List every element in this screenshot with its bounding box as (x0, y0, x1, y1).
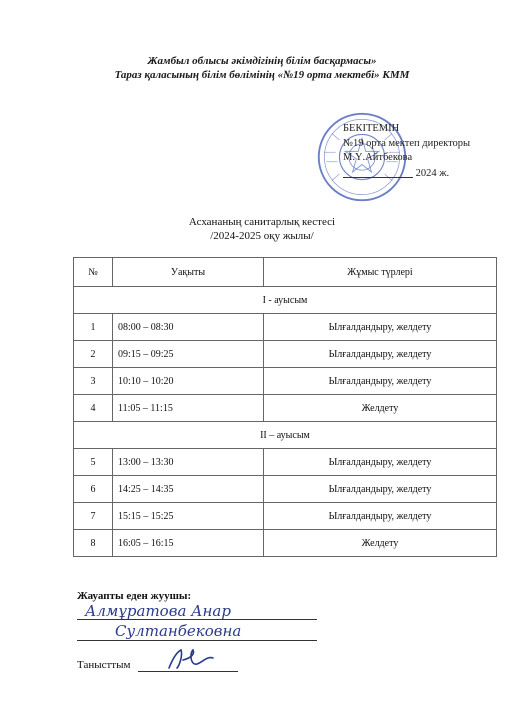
responsible-line-2 (77, 640, 317, 641)
header-line-1: Жамбыл облысы әкімдігінің білім басқармасы» (147, 55, 377, 67)
row-number: 6 (74, 476, 113, 503)
row-time: 08:00 – 08:30 (113, 314, 264, 341)
svg-text:Султанбековна: Султанбековна (115, 622, 242, 640)
responsible-label: Жауапты еден жуушы: (77, 590, 192, 602)
shift-row (74, 287, 497, 314)
approval-director-name: М.Ү.Айтбекова (343, 152, 413, 163)
header-line-2: Тараз қаласының білім бөлімінің «№19 орта мектебі» КММ (114, 69, 410, 81)
row-work: Ылғалдандыру, желдету (264, 368, 497, 395)
table-row (74, 341, 497, 368)
row-number: 2 (74, 341, 113, 368)
responsible-handwritten-name (77, 598, 327, 646)
sanitary-schedule-table (73, 257, 497, 557)
table-row (74, 503, 497, 530)
row-time: 09:15 – 09:25 (113, 341, 264, 368)
responsible-line-1 (77, 619, 317, 620)
table-row (74, 530, 497, 557)
svg-text:Алмұратова Анар: Алмұратова Анар (85, 602, 231, 620)
column-header-number: № (74, 258, 113, 287)
row-number: 7 (74, 503, 113, 530)
row-time: 11:05 – 11:15 (113, 395, 264, 422)
row-work: Ылғалдандыру, желдету (264, 503, 497, 530)
row-time: 15:15 – 15:25 (113, 503, 264, 530)
table-row (74, 449, 497, 476)
column-header-work: Жұмыс түрлері (264, 258, 497, 287)
row-work: Желдету (264, 530, 497, 557)
row-number: 1 (74, 314, 113, 341)
acknowledged-signature (163, 646, 223, 672)
table-row (74, 314, 497, 341)
shift-1-label: I - ауысым (74, 287, 497, 314)
row-number: 3 (74, 368, 113, 395)
row-number: 4 (74, 395, 113, 422)
row-work: Ылғалдандыру, желдету (264, 314, 497, 341)
row-time: 13:00 – 13:30 (113, 449, 264, 476)
table-row (74, 368, 497, 395)
approval-heading: БЕКІТЕМІН (343, 123, 400, 134)
table-header-row (74, 258, 497, 287)
row-work: Желдету (264, 395, 497, 422)
document-subtitle: /2024-2025 оқу жылы/ (210, 230, 314, 242)
row-number: 5 (74, 449, 113, 476)
shift-2-label: II – ауысым (74, 422, 497, 449)
row-work: Ылғалдандыру, желдету (264, 449, 497, 476)
row-work: Ылғалдандыру, желдету (264, 476, 497, 503)
row-work: Ылғалдандыру, желдету (264, 341, 497, 368)
table-row (74, 395, 497, 422)
row-time: 10:10 – 10:20 (113, 368, 264, 395)
table-row (74, 476, 497, 503)
row-time: 14:25 – 14:35 (113, 476, 264, 503)
approval-date: 2024 ж. (343, 168, 449, 179)
column-header-time: Уақыты (113, 258, 264, 287)
approval-position: №19 орта мектеп директоры (343, 138, 471, 149)
row-number: 8 (74, 530, 113, 557)
row-time: 16:05 – 16:15 (113, 530, 264, 557)
acknowledged-label: Танысттым (77, 659, 131, 671)
shift-row (74, 422, 497, 449)
document-title: Асхананың санитарлық кестесі (188, 216, 336, 228)
